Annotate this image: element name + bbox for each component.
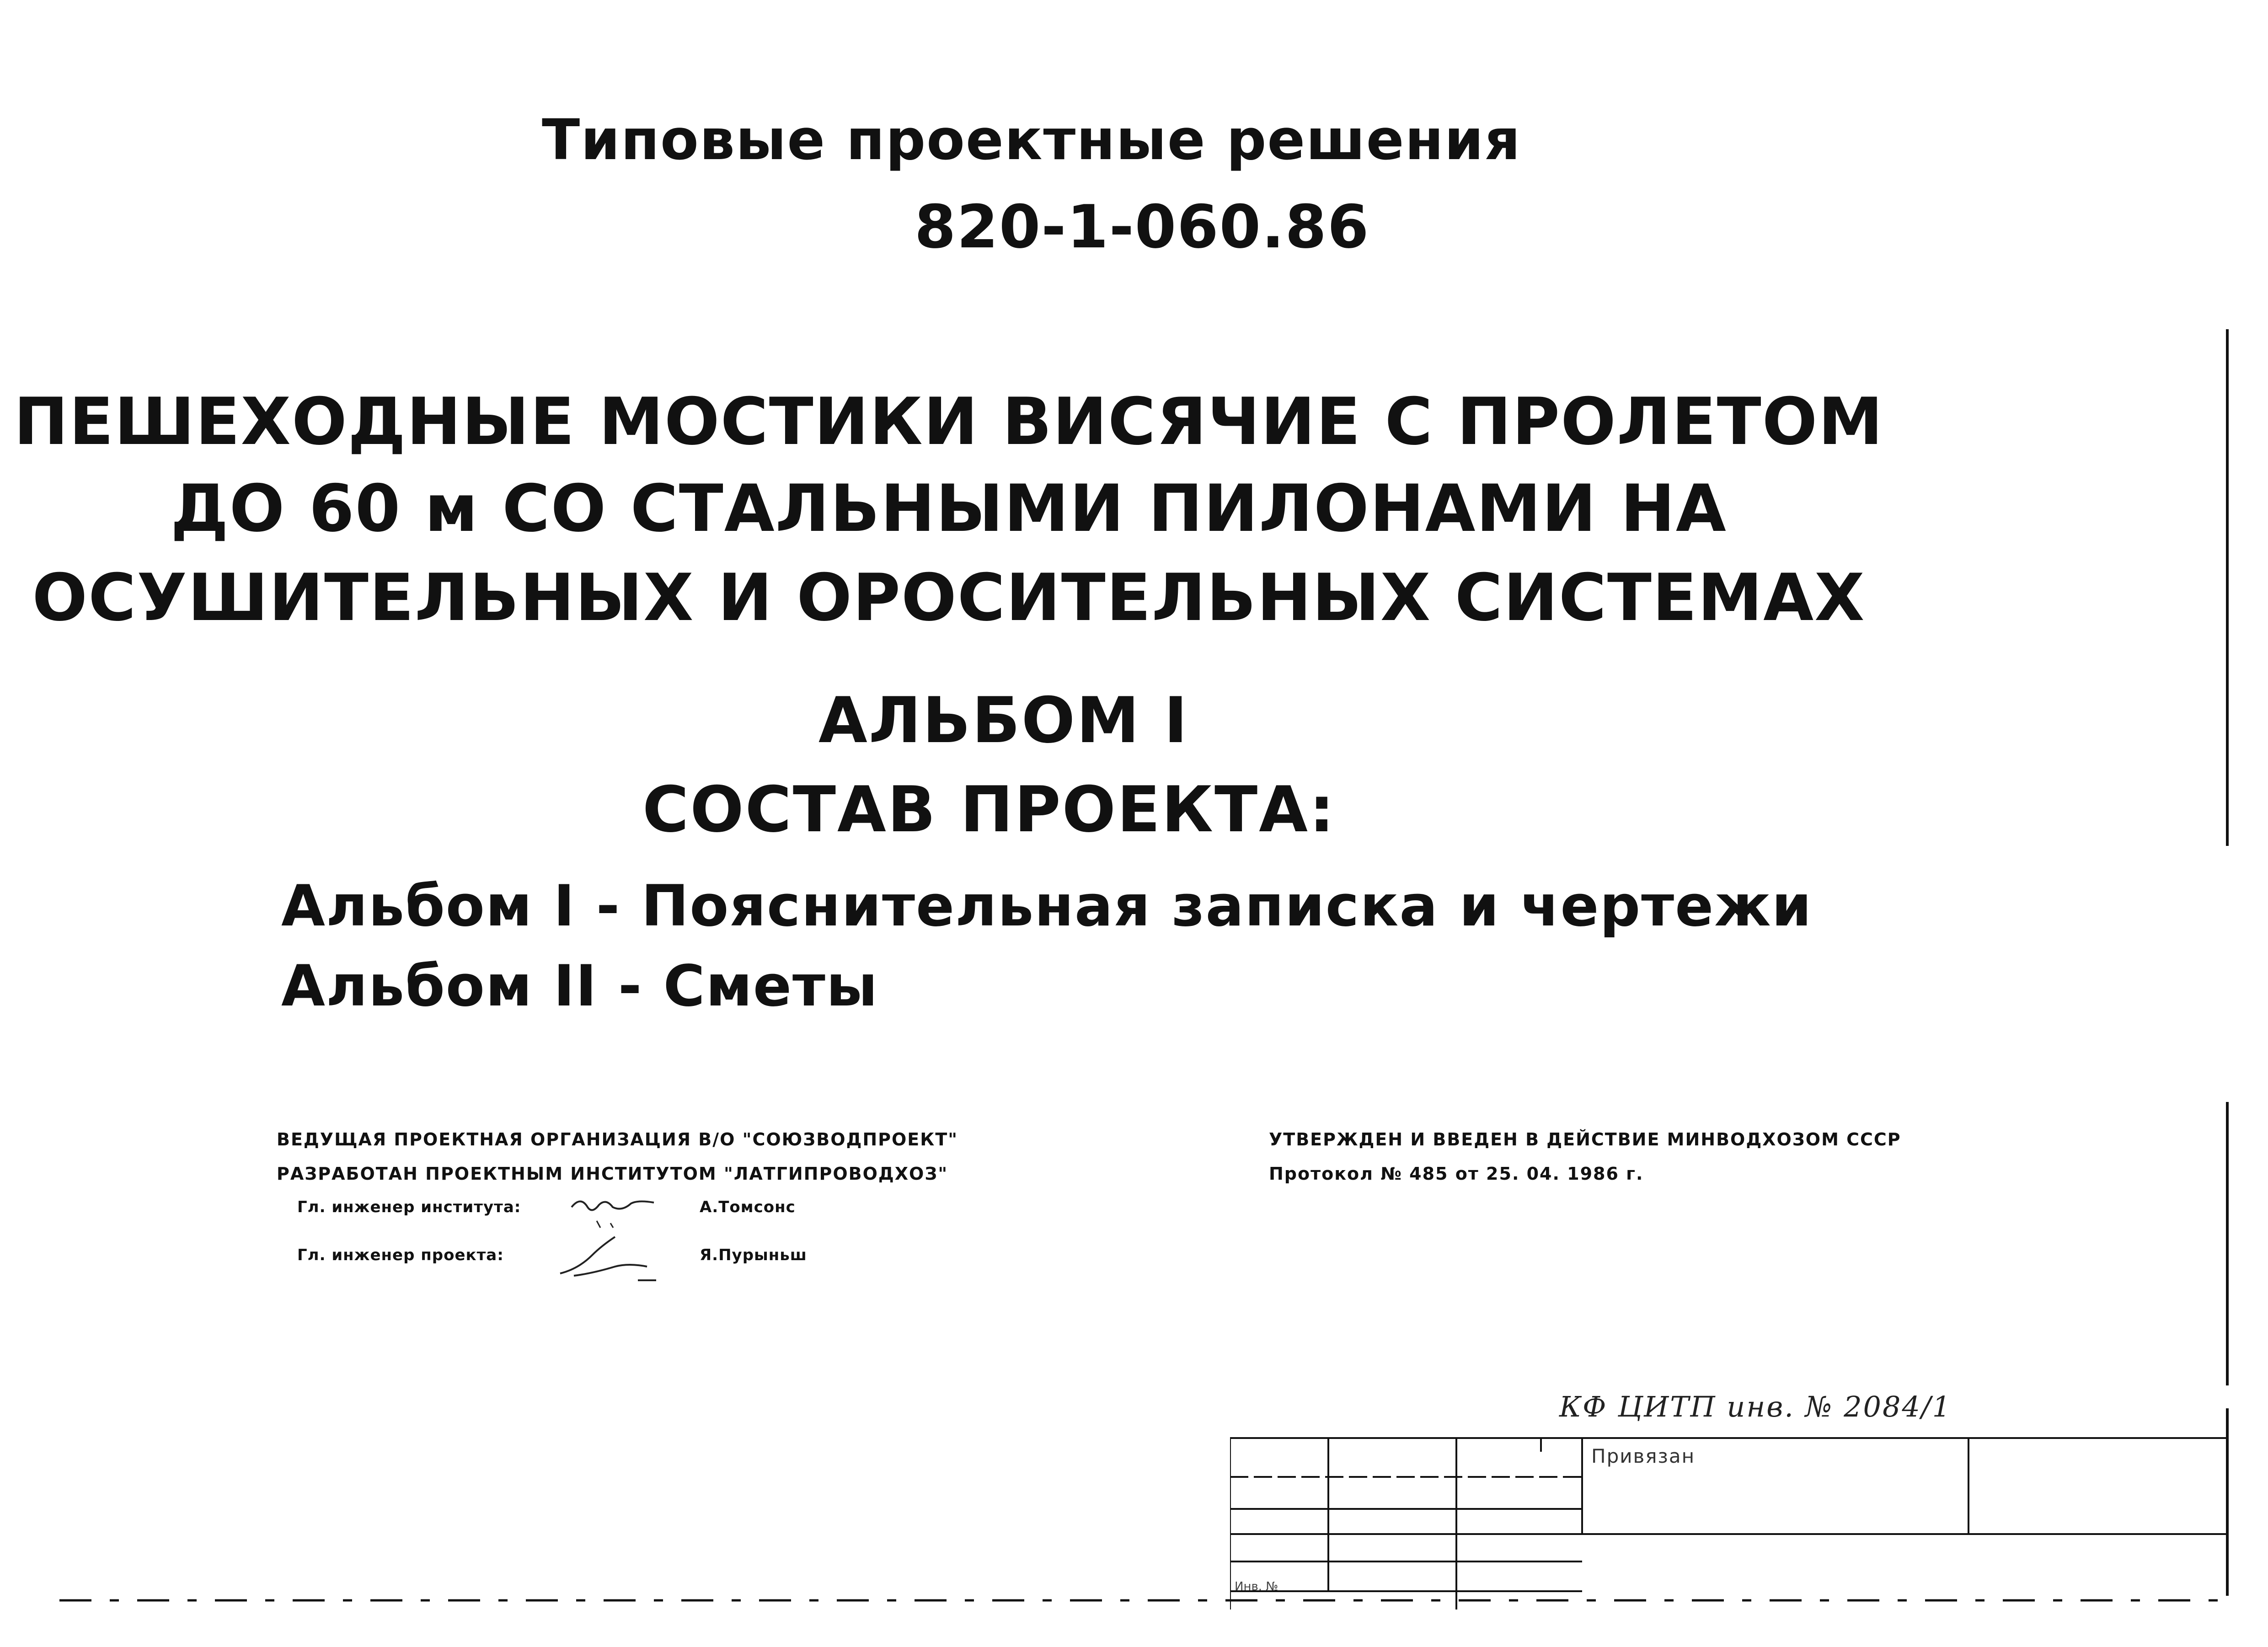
chief-engineer-institute-label: Гл. инженер института: (297, 1198, 521, 1216)
inventory-number-label: Инв. № (1235, 1580, 1278, 1594)
composition-item-1: Альбом I - Пояснительная записка и чертежи (281, 873, 1813, 939)
chief-engineer-project-label: Гл. инженер проекта: (297, 1246, 504, 1264)
protocol-text: Протокол № 485 от 25. 04. 1986 г. (1269, 1164, 1644, 1184)
series-number: 820-1-060.86 (915, 192, 1370, 262)
approval-text: УТВЕРЖДЕН И ВВЕДЕН В ДЕЙСТВИЕ МИНВОДХОЗОМ СССР (1269, 1129, 1901, 1150)
bottom-trim-line (59, 1596, 2236, 1605)
lead-organization: ВЕДУЩАЯ ПРОЕКТНАЯ ОРГАНИЗАЦИЯ В/О "СОЮЗВОДПРОЕКТ" (277, 1129, 958, 1150)
right-margin-line-1 (2226, 329, 2229, 846)
composition-heading: СОСТАВ ПРОЕКТА: (642, 773, 1336, 846)
signature-project (556, 1230, 665, 1289)
title-line-1: ПЕШЕХОДНЫЕ МОСТИКИ ВИСЯЧИЕ С ПРОЛЕТОМ (14, 384, 1884, 460)
chief-engineer-project-name: Я.Пурыньш (700, 1246, 807, 1264)
chief-engineer-institute-name: А.Томсонс (700, 1198, 796, 1216)
bound-label: Привязан (1591, 1445, 1696, 1467)
inventory-stamp: КФ ЦИТП инв. № 2084/1 (1559, 1390, 1952, 1423)
right-margin-line-2 (2226, 1102, 2229, 1385)
right-margin-line-3 (2226, 1408, 2229, 1596)
series-title: Типовые проектные решения (542, 107, 1521, 172)
composition-item-2: Альбом II - Сметы (281, 953, 879, 1019)
developer-institute: РАЗРАБОТАН ПРОЕКТНЫМ ИНСТИТУТОМ "ЛАТГИПРОВОДХОЗ" (277, 1164, 948, 1184)
signature-institute (569, 1189, 661, 1235)
stamp-table (1230, 1422, 2227, 1614)
title-line-3: ОСУШИТЕЛЬНЫХ И ОРОСИТЕЛЬНЫХ СИСТЕМАХ (32, 560, 1866, 636)
album-label: АЛЬБОМ I (818, 684, 1189, 757)
title-line-2: ДО 60 м СО СТАЛЬНЫМИ ПИЛОНАМИ НА (171, 471, 1727, 546)
